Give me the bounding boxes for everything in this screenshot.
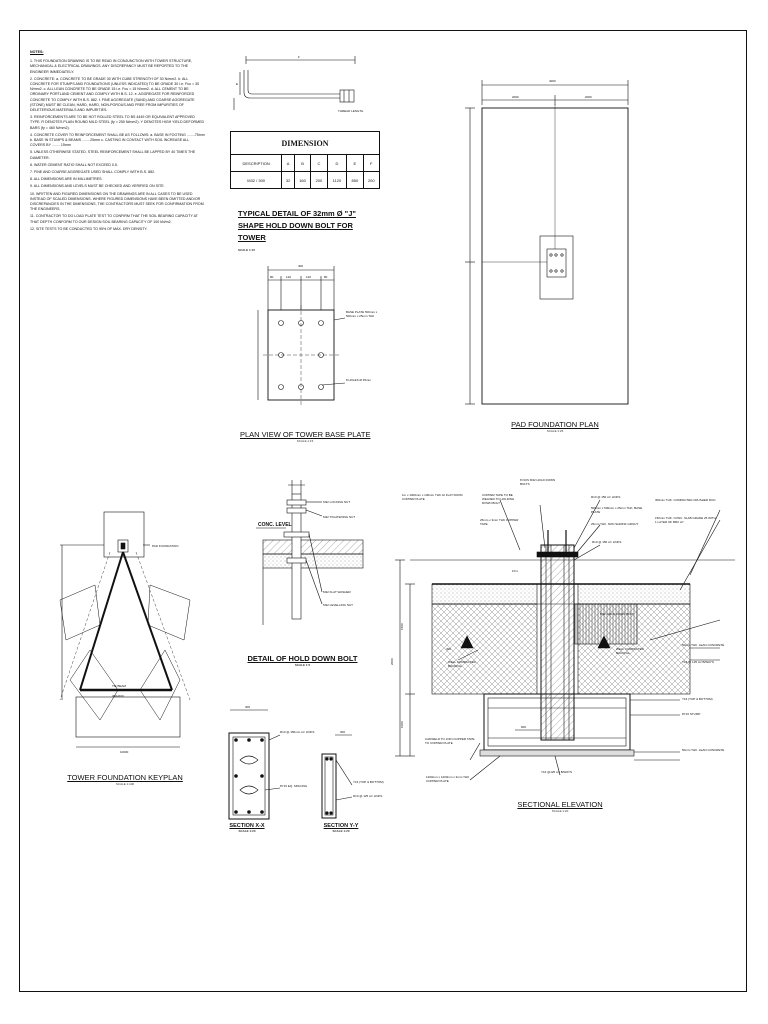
dimension-table-title: DIMENSION <box>231 132 380 155</box>
pad-foundation-label: PAD FOUNDATION <box>152 544 179 548</box>
dimension-table-cell: 200 <box>311 172 327 189</box>
levelling-nut-label: M32 LEVELLING NUT <box>323 603 354 607</box>
sec-y8-label: Y16 @125 c/c B/WAYS <box>541 770 573 774</box>
sx-8y16-wrap <box>280 784 322 794</box>
washer-label: M32 FLAT WASHER <box>323 590 351 594</box>
sy-y16-label: Y16 (TOP & BOTTOM) <box>353 780 384 784</box>
hold-down-bolt-detail <box>256 480 363 625</box>
sec-earth-label: COPPER TAPE TO BE WELDED TO HOLDING DOWN BOLT <box>482 493 515 505</box>
plate-dim-b: 120 <box>286 275 292 279</box>
dimension-table-header-cell: DESCRIPTION <box>231 155 282 172</box>
tie-beam-size: 300x600 <box>112 694 124 698</box>
sec-slab-wrap <box>655 516 717 538</box>
sec-copper-wrap <box>480 518 520 530</box>
j-thread-label: THREAD LENGTH <box>338 109 364 113</box>
note-item: 10. WRITTEN AND FIGURED DIMENSIONS ON THE DRAWINGS ARE IN ALL CASES TO BE USED INSTEAD OF SCALED DIMENSIONS. WHERE FIGURED DIMENSIONS HAVE BEEN OMITTED AND/OR DISCREPANCIES IN THE DIMENSIONS, THE CONTRACTORS MUST SEEK FOR CONFIRMATION FROM THE ENGINEERS. <box>30 191 204 212</box>
sec-y16-wrap <box>682 660 732 668</box>
note-item: 3. REINFORCEMENTS ARE TO BE HOT ROLLED STEEL TO BS 4449 OR EQUIVALENT APPROVED TYPE. R DENOTES PLAIN ROUND MILD STEEL (fy = 250 N/mm2). Y DENOTES HIGH YIELD DEFORMED BARS (fy = 460 N/mm2). <box>30 115 205 130</box>
sx-r10-label: R10 @ 150mm c/c LINKS <box>280 730 315 734</box>
sec-pad-size-label: 1200mm x 1200mm x 3mm THK COPPER PLATE <box>426 775 470 783</box>
base-plate-plan <box>258 264 345 405</box>
note-item: 1. THIS FOUNDATION DRAWING IS TO BE READ IN CONJUNCTION WITH TOWER STRUCTURE, MECHANICAL & ELECTRICAL DRAWINGS. ANY DISCREPANCY MUST BE REPORTED TO THE ENGINEER IMMEDIATELY. <box>30 59 193 74</box>
sec-well-left-label: WELL COMPACTED BACKFILL <box>448 660 476 668</box>
sec-lean-2-label: 50mm THK. LEAN CONCRETE <box>682 748 725 752</box>
dimension-table-cell: 32 <box>282 172 295 189</box>
sectional-elevation-scale: SCALE 1:20 <box>551 809 569 813</box>
plate-dim-c: 120 <box>306 275 312 279</box>
dimension-table-header-cell: D <box>327 155 347 172</box>
sec-bolt-wrap <box>600 612 640 620</box>
sectional-elevation-title-text: SECTIONAL ELEVATION <box>517 800 603 809</box>
dimension-table-header-cell: F <box>363 155 379 172</box>
sec-compacted-wrap <box>655 498 717 512</box>
sec-note-left: 1m x 1000mm x 100mm THK GI FLAT FROM COPPER PLATE <box>402 493 463 501</box>
sx-r10-wrap <box>280 730 322 744</box>
sec-lean-wrap <box>682 643 732 657</box>
hold-down-scale: SCALE 1:5 <box>294 663 311 667</box>
keyplan-dim: 10000 <box>120 750 129 754</box>
sec-well-left-wrap <box>448 660 482 678</box>
sec-dim-1500: 1500 <box>400 623 404 630</box>
note-item: 8. ALL DIMENSIONS ARE IN MILLIMETRES. <box>30 177 103 182</box>
sec-y8-wrap <box>541 770 591 778</box>
sec-pad-size-wrap <box>426 775 476 799</box>
dimension-table-cell: 850 <box>347 172 363 189</box>
section-x-scale: SCALE 1:20 <box>238 829 256 833</box>
sec-dim-300: 300 <box>446 647 452 651</box>
sec-plate-wrap <box>591 506 643 520</box>
pad-foundation-plan <box>465 79 628 404</box>
nut-2-label: M32 TIGHTENING NUT <box>323 515 356 519</box>
sec-stirrup-label: 8Y16 STUMP <box>682 712 701 716</box>
j-dim-f: F <box>298 55 300 59</box>
notes-heading: NOTES: <box>30 50 44 54</box>
dimension-table-cell: 200 <box>363 172 379 189</box>
dimension-table-header-cell: A <box>282 155 295 172</box>
pad-dim-half-b: 2000 <box>585 95 592 99</box>
note-item: 4. CONCRETE COVER TO REINFORCEMENT SHALL BE AS FOLLOWS: a. BASE IN FOOTING ........75mm b. BASE IN STUMPS & BEAMS ........25mm c. CASTING IN CONTACT WITH SOIL INCREASE ALL COVERS BY ........ 15mm <box>30 132 205 148</box>
note-item: 9. ALL DIMENSIONS AND LEVELS MUST BE CHECKED AND VERIFIED ON SITE. <box>30 184 165 189</box>
sec-dim-600: 600 <box>521 725 527 729</box>
sec-stirrup-wrap <box>682 712 732 720</box>
tie-beam-label: TIE BEAM <box>112 684 127 688</box>
dimension-table-cell: M32 / 300 <box>231 172 282 189</box>
sec-bolt-label: M32 HOLD DOWN BOLT <box>600 612 634 616</box>
sec-catweld-wrap <box>425 737 475 755</box>
section-x-title-text: SECTION X-X <box>229 823 265 829</box>
sec-bottom-wrap <box>682 697 732 705</box>
section-x-x <box>229 705 280 819</box>
sy-y16-wrap <box>353 780 387 794</box>
sx-dim-300: 300 <box>245 705 251 709</box>
holes-note: 8 HOLES Ø 35mm <box>346 378 372 382</box>
sec-dim-1000: 1000 <box>400 721 404 728</box>
base-plate-title-text: PLAN VIEW OF TOWER BASE PLATE <box>240 430 371 439</box>
sec-link-wrap <box>592 540 644 548</box>
j-bolt-title-text: TYPICAL DETAIL OF 32mm Ø "J" SHAPE HOLD DOWN BOLT FOR TOWER <box>238 209 356 242</box>
sec-well-wrap <box>616 647 650 665</box>
keyplan-scale: SCALE 1:100 <box>115 782 135 786</box>
dimension-table-header-cell: B <box>294 155 310 172</box>
ffl-label: F.F.L <box>512 569 519 573</box>
sy-r10-wrap <box>353 794 387 808</box>
holes-note-wrap <box>346 378 388 388</box>
sec-copper-label: 25mm x 3mm THK COPPER TAPE <box>480 518 519 526</box>
dimension-table-cell: 1120 <box>327 172 347 189</box>
sec-y16-label: Y16 @ 125 c/c B/WAYS <box>682 660 714 664</box>
note-item: 11. CONTRACTOR TO DO LOAD PLATE TEST TO CONFIRM THAT THE SOIL BEARING CAPACITY AT THAT DEPTH CONFORM TO OUR DESIGN SOIL BEARING CAPACITY OF 100 kN/m2. <box>30 214 198 224</box>
sy-r10-label: R10 @ 125 c/c LINKS <box>353 794 383 798</box>
sec-lean-label: 50mm THK. LEAN CONCRETE <box>682 643 725 647</box>
section-y-y <box>322 730 352 818</box>
note-item: 7. FINE AND COARSE AGGREGATE USED SHALL COMPLY WITH B.S. 882. <box>30 170 156 175</box>
dimension-table-cell: 160 <box>294 172 310 189</box>
sec-compacted-label: 300mm THK. COMPACTED CRUSHER RUN <box>655 498 716 502</box>
note-item: 2. CONCRETE: a. CONCRETE TO BE GRADE 30 WITH CUBE STRENGTH OF 30 N/mm2. b. ALL CONCRETE FOR STUMPS AND FOUNDATIONS (UNLESS INDICATED) TO BE GRADE 30 i.e. Fcu = 30 N/mm2. c. ALL LEAN CONCRETE TO BE GRADE 15 i.e. Fcu = 15 N/mm2. d. ALL CEMENT TO BE ORDINARY PORTLAND CEMENT AND COMPLY WITH B.S. 12. e. AGGREGATE FOR REINFORCED CONCRETE TO COMPLY WITH B.S. 882. f. FINE AGGREGATE (SAND) AND COARSE AGGREGATE (STONE) MUST BE CLEAN, HARD, HARD, NON-POROUS AND FREE FROM IMPURITIES OF DELETERIOUS MATERIALS AND IMPURITIES. <box>30 76 200 113</box>
pad-plan-scale: SCALE 1:25 <box>546 429 564 433</box>
note-item: 12. SITE TESTS TO BE CONDUCTED TO 95% OF MAX. DRY DENSITY. <box>30 226 148 231</box>
sec-earth-wrap <box>482 493 522 515</box>
sec-plate-label: 500mm x 500mm x 25mm THK. BASE PLATE <box>591 506 643 514</box>
pad-dim-total: 4000 <box>549 79 556 83</box>
sec-8nos-label: 8 NOS M32 HOLD DOWN BOLTS <box>520 478 556 486</box>
sec-well-label: WELL COMPACTED BACKFILL <box>616 647 644 655</box>
sec-r10-label: R10 @ 150 c/c LINKS <box>591 495 621 499</box>
section-y-scale: SCALE 1:20 <box>332 829 350 833</box>
sec-slab-label: 150mm THK. CONC. SLAB GRADE 25 WITH 1 LAYER OF BRC A7 <box>655 516 716 524</box>
sec-dim-2000: 2000 <box>390 658 394 665</box>
sec-8nos-wrap <box>520 478 562 490</box>
pad-dim-half-a: 2000 <box>512 95 519 99</box>
sec-grout-wrap <box>591 522 643 536</box>
sy-dim-300: 300 <box>340 730 346 734</box>
dimension-table-header-cell: C <box>311 155 327 172</box>
j-bolt-scale: SCALE 1:15 <box>238 248 256 252</box>
note-item: 5. UNLESS OTHERWISE STATED, STEEL REINFORCEMENT SHALL BE LAPPED BY 40 TIMES THE DIAMETER. <box>30 150 196 160</box>
sec-note-left-wrap <box>402 493 464 521</box>
base-plate-note: BASE PLATE 500mm x 500mm x 25mm THK <box>346 310 378 318</box>
sec-r10-wrap <box>591 495 643 503</box>
pad-plan-title-text: PAD FOUNDATION PLAN <box>511 420 599 429</box>
tower-keyplan <box>60 512 190 754</box>
keyplan-title-text: TOWER FOUNDATION KEYPLAN <box>67 773 183 782</box>
section-y-title-text: SECTION Y-Y <box>323 823 359 829</box>
conc-level-label: CONC. LEVEL <box>258 522 292 528</box>
plate-dim-a: 80 <box>270 275 274 279</box>
sx-8y16-label: 8Y16 EQ. SPACING <box>280 784 308 788</box>
base-plate-note-wrap <box>346 310 388 332</box>
plate-dim-total: 400 <box>298 264 304 268</box>
sec-catweld-label: CADWELD TO JOIN COPPER TAPE TO COPPER PLATE <box>425 737 475 745</box>
j-bolt-detail <box>234 55 363 113</box>
hold-down-title-text: DETAIL OF HOLD DOWN BOLT <box>247 654 358 663</box>
j-dim-e: E <box>236 82 239 86</box>
sec-bottom-label: Y16 (TOP & BOTTOM) <box>682 697 713 701</box>
plate-dim-d: 80 <box>324 275 328 279</box>
sec-link-label: R10 @ 150 c/c LINKS <box>592 540 622 544</box>
note-item: 6. WATER CEMENT RATIO SHALL NOT EXCEED 0.5. <box>30 162 118 167</box>
sec-lean-2-wrap <box>682 748 732 762</box>
sec-grout-label: 25mm THK. NON SHRINK GROUT <box>591 522 639 526</box>
base-plate-scale: SCALE 1:15 <box>296 439 314 443</box>
nut-1-label: M32 LOCKING NUT <box>323 500 351 504</box>
dimension-table-header-cell: E <box>347 155 363 172</box>
